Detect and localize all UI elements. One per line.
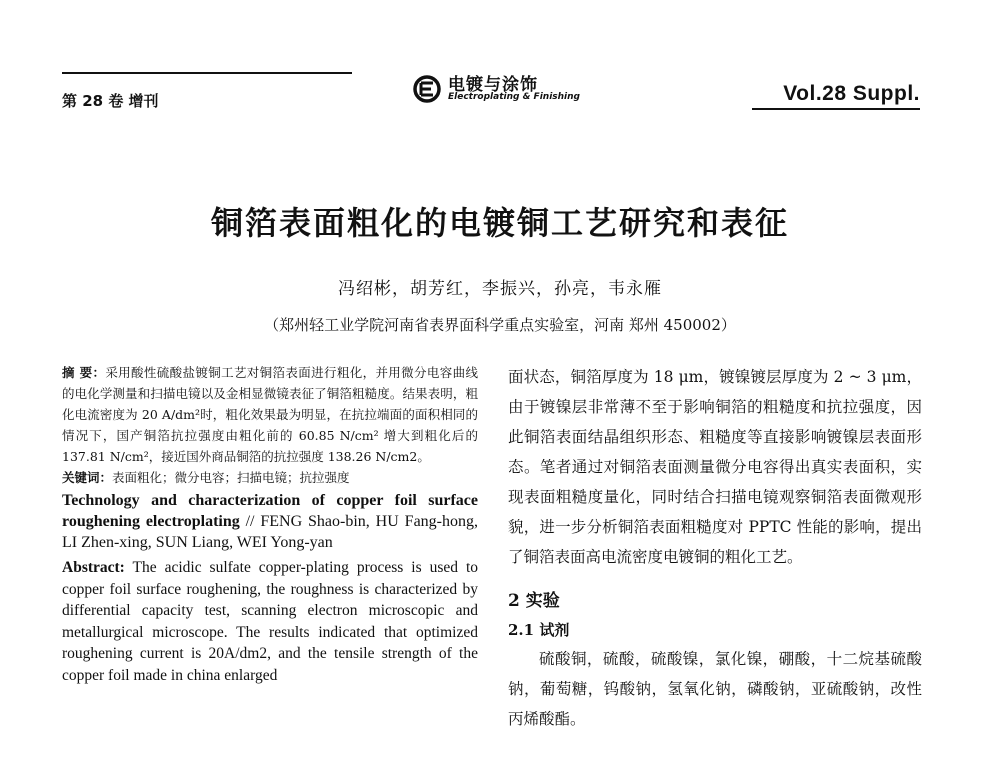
intro-paragraph: 面状态，铜箔厚度为 18 μm，镀镍镀层厚度为 2 ~ 3 μm，由于镀镍层非常薄不至于影响铜箔的粗糙度和抗拉强度，因此铜箔表面结晶组织形态、粗糙度等直接影响镀镍层表面形态。笔者通过对铜箔表面测量微分电容得出真实表面积，实现表面粗糙度量化，同时结合扫描电镜观察铜箔表面微观形貌，进一步分析铜箔表面粗糙度对 PPTC 性能的影响，提出了铜箔表面高电流密度电镀铜的粗化工艺。 — [508, 368, 922, 566]
volume-label-cn: 第 28 卷 增刊 — [62, 92, 159, 110]
article-title: 铜箔表面粗化的电镀铜工艺研究和表征 — [210, 204, 789, 242]
section-heading: 2 实验 — [508, 591, 560, 611]
abstract-cn — [62, 362, 478, 467]
subsection-heading: 2.1 试剂 — [508, 621, 570, 639]
volume-label-en: Vol.28 Suppl. — [783, 82, 920, 105]
journal-name-en: Electroplating & Finishing — [448, 92, 580, 102]
article-authors: 冯绍彬，胡芳红，李振兴，孙亮，韦永雁 — [338, 279, 662, 299]
journal-logo-icon — [412, 74, 442, 104]
left-column — [62, 362, 478, 686]
right-column — [508, 362, 922, 734]
journal-logo — [412, 68, 632, 112]
abstract-en — [62, 557, 478, 686]
abstract-cn-label: 摘 要： — [62, 365, 106, 380]
english-authors: // FENG Shao-bin, HU Fang-hong, LI Zhen-xing, SUN Liang, WEI Yong-yan — [62, 513, 478, 551]
abstract-en-label: Abstract: — [62, 559, 125, 576]
header-rule-right — [752, 108, 920, 110]
page-header — [62, 64, 920, 114]
english-title-block — [62, 490, 478, 553]
keywords-cn — [62, 467, 478, 488]
abstract-cn-text: 采用酸性硫酸盐镀铜工艺对铜箔表面进行粗化，并用微分电容曲线的电化学测量和扫描电镜以及金相显微镜表征了铜箔粗糙度。结果表明，粗化电流密度为 20 A/dm²时，粗化效果最为明显，在抗拉端面的面积相同的情况下，国产铜箔抗拉强度由粗化前的 60.85 N/cm² 增大到粗化后的 137.81 N/cm²，接近国外商品铜箔的抗拉强度 138.26 N/cm2。 — [62, 365, 478, 464]
reagents-paragraph: 硫酸铜，硫酸，硫酸镍，氯化镍，硼酸，十二烷基硫酸钠，葡萄糖，钨酸钠，氢氧化钠，磷酸钠，亚硫酸钠，改性丙烯酸酯。 — [508, 650, 922, 728]
english-title: Technology and characterization of copper foil surface roughening electroplating — [62, 492, 478, 530]
abstract-en-text: The acidic sulfate copper-plating process is used to copper foil surface roughening, the roughness is characterized by differential capacity test, scanning electron microscopic and metallurgical microscope. The results indicated that optimized roughening current is 20A/dm2, and the tensile strength of the copper foil made in china enlarged — [62, 559, 478, 684]
article-affiliation: （郑州轻工业学院河南省表界面科学重点实验室，河南 郑州 450002） — [264, 316, 736, 334]
header-rule-left — [62, 72, 352, 74]
keywords-cn-label: 关键词： — [62, 470, 113, 485]
journal-name-cn: 电镀与涂饰 — [448, 75, 538, 95]
keywords-cn-text: 表面粗化；微分电容；扫描电镜；抗拉强度 — [112, 470, 350, 485]
